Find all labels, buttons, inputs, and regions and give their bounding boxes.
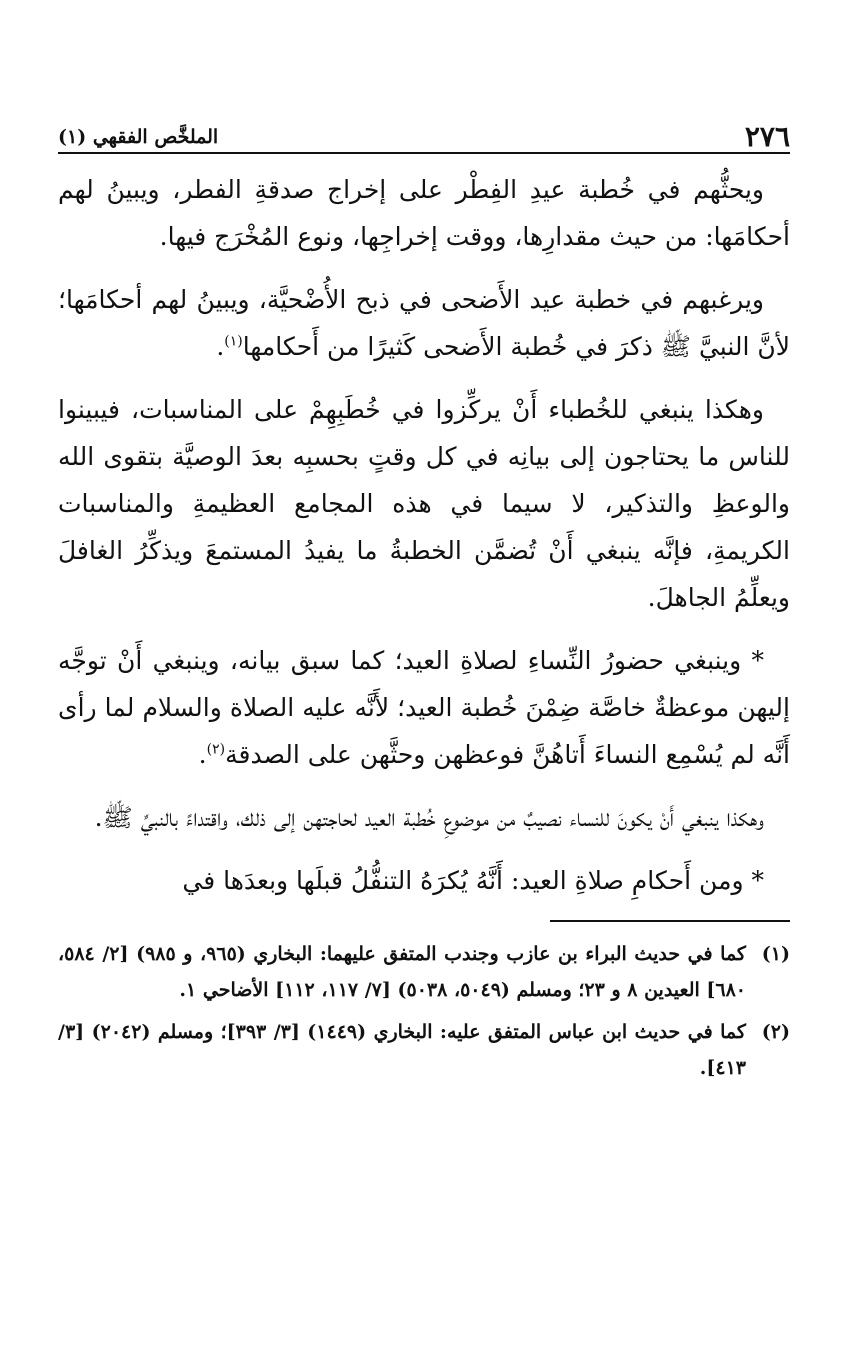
paragraph: * وينبغي حضورُ النِّساءِ لصلاةِ العيد؛ كما سبق بيانه، وينبغي أَنْ توجَّه إليهن موعظةٌ خاصَّة ضِمْنَ خُطبة العيد؛ لأَنَّه عليه الصلاة والسلام لما رأى أَنَّه لم يُسْمِع النساءَ أَتاهُنَّ فوعظهن وحثَّهن على الصدقة$^{(٢)}$. <box>58 646 790 769</box>
footnote-ref[interactable]: (٢) <box>206 741 226 758</box>
running-title: الملخَّص الفقهي (١) <box>58 126 219 148</box>
paragraph: وهكذا ينبغي أَنْ يكونَ للنساء نصيبٌ من موضوعِ خُطبة العيد لحاجتهن إلى ذلك، واقتداءً بالنبيِّ ﷺ. <box>94 803 764 832</box>
page-number: ٢٧٦ <box>744 120 790 153</box>
paragraph: ويرغبهم في خطبة عيد الأَضحى في ذبح الأُضْحيَّة، ويبينُ لهم أحكامَها؛ لأنَّ النبيَّ ﷺ ذكرَ في خُطبة الأَضحى كَثيرًا من أَحكامها$^{(١)}$. <box>58 285 790 361</box>
footnote-divider <box>550 920 790 922</box>
footnote-text: كما في حديث البراء بن عازب وجندب المتفق عليهما: البخاري (٩٦٥، و ٩٨٥) [٢/ ٥٨٤، ٦٨٠] العيدين ٨ و ٢٣؛ ومسلم (٥٠٤٩، ٥٠٣٨) [٧/ ١١٧، ١١٢] الأضاحي ١. <box>58 943 746 1001</box>
paragraph: * ومن أَحكامِ صلاةِ العيد: أَنَّهُ يُكرَهُ التنفُّلُ قبلَها وبعدَها في <box>182 866 764 895</box>
book-page <box>58 118 790 1092</box>
footnote <box>58 1014 790 1086</box>
paragraph: وهكذا ينبغي للخُطباء أَنْ يركِّزوا في خُطَبِهِمْ على المناسبات، فيبينوا للناس ما يحتاجون إلى بيانِه في كل وقتٍ بحسبِه بعدَ الوصيَّة بتقوى الله والوعظِ والتذكير، لا سيما في هذه المجامع العظيمةِ والمناسبات الكريمةِ، فإنَّه ينبغي أَنْ تُضمَّن الخطبةُ ما يفيدُ المستمعَ ويذكِّرُ الغافلَ ويعلِّمُ الجاهلَ. <box>58 395 791 612</box>
footnote-text: كما في حديث ابن عباس المتفق عليه: البخاري (١٤٤٩) [٣/ ٣٩٣]؛ ومسلم (٢٠٤٢) [٣/ ٤١٣]. <box>58 1021 746 1079</box>
footnotes <box>58 936 790 1086</box>
body-text <box>58 166 790 904</box>
footnote-number: (٢) <box>761 1021 790 1043</box>
paragraph: ويحثُّهم في خُطبة عيدِ الفِطْر على إخراج صدقةِ الفطر، ويبينُ لهم أحكامَها: من حيث مقدارِها، ووقت إخراجِها، ونوع المُخْرَج فيها. <box>58 175 790 251</box>
footnote-number: (١) <box>761 943 790 965</box>
page-header <box>58 118 790 154</box>
footnote <box>58 936 790 1008</box>
footnote-ref[interactable]: (١) <box>224 333 243 350</box>
